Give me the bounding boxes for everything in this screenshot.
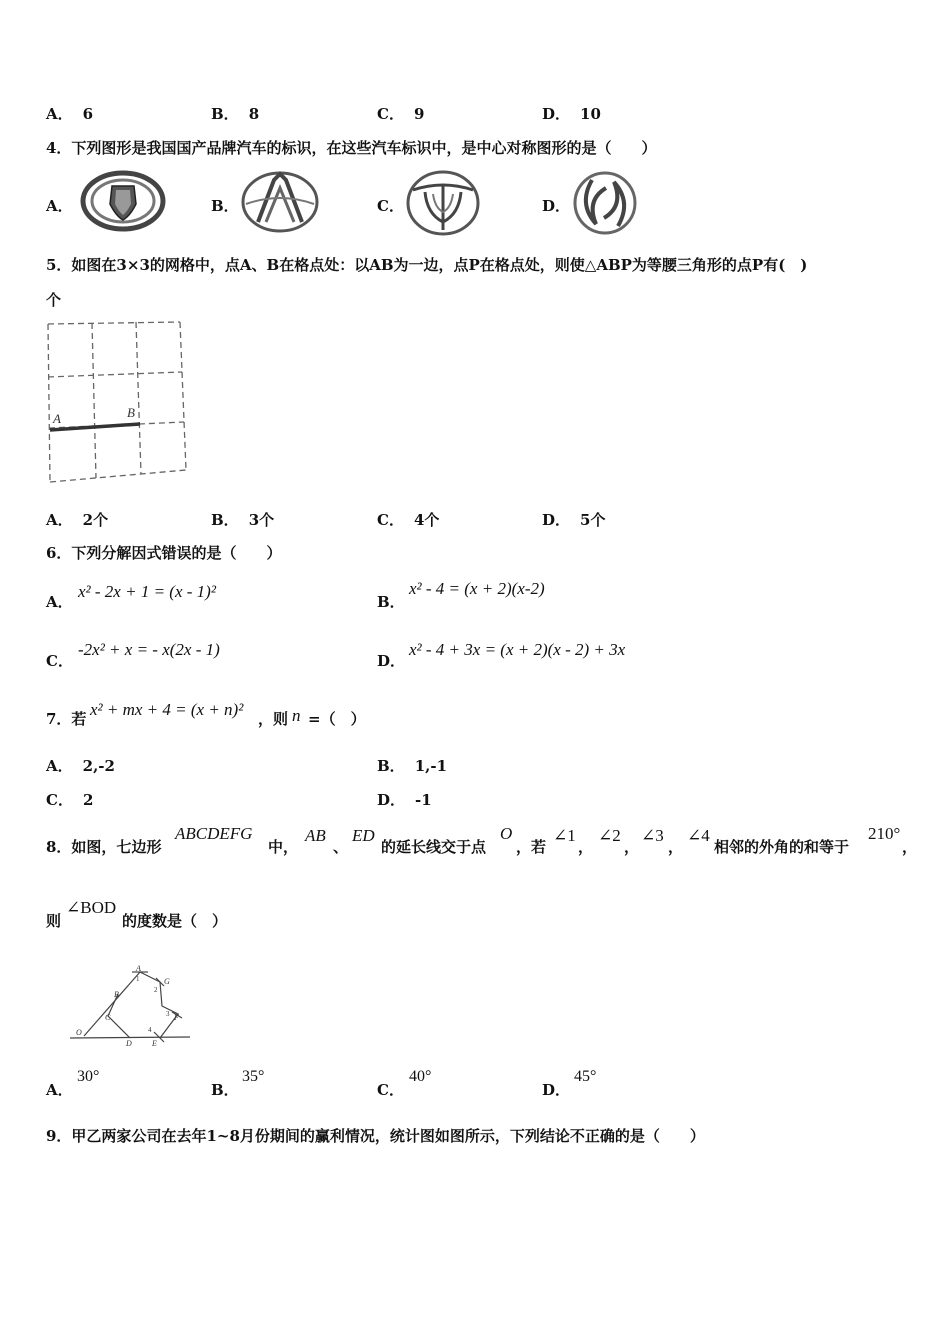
q6-option-c[interactable]: -2x² + x = - x(2x - 1) bbox=[78, 640, 220, 659]
q3-option-b[interactable]: B． 8 bbox=[211, 105, 260, 123]
q5-option-c[interactable]: C． 4个 bbox=[377, 511, 440, 529]
changan-logo-icon bbox=[240, 170, 320, 234]
q8-option-a[interactable]: 30° bbox=[77, 1068, 100, 1085]
q8-option-c-label: C． bbox=[377, 1081, 404, 1099]
q7-option-a[interactable]: A． 2,-2 bbox=[46, 757, 115, 775]
q8-option-a-label: A． bbox=[46, 1081, 73, 1099]
q7-var: n bbox=[292, 706, 301, 725]
q8-label-g: G bbox=[164, 977, 170, 986]
q8-heptagon-figure bbox=[70, 962, 195, 1050]
q8-option-c[interactable]: 40° bbox=[409, 1068, 432, 1085]
q8-text-5: ，若 bbox=[516, 838, 547, 856]
q6-option-b-label: B． bbox=[377, 593, 405, 611]
q8-text-10: ， bbox=[902, 838, 918, 856]
q8-math-angle1: ∠1 bbox=[553, 826, 576, 845]
q8-option-b-label: B． bbox=[211, 1081, 239, 1099]
q3-option-a[interactable]: A． 6 bbox=[46, 105, 94, 123]
q4-option-b[interactable]: B． bbox=[211, 197, 239, 215]
q8-text-6: ， bbox=[578, 838, 594, 856]
q7-option-c[interactable]: C． 2 bbox=[46, 791, 94, 809]
q6-option-a[interactable]: x² - 2x + 1 = (x - 1)² bbox=[78, 582, 216, 601]
q8-label-1: 1 bbox=[136, 975, 140, 983]
q8-option-d-label: D． bbox=[542, 1081, 571, 1099]
q8-math-ab: AB bbox=[305, 826, 326, 845]
q9-stem: 9．甲乙两家公司在去年1~8月份期间的赢利情况，统计图如图所示，下列结论不正确的是（ ） bbox=[46, 1127, 705, 1145]
q8-math-o: O bbox=[500, 824, 513, 843]
q7-then: ，则 bbox=[258, 710, 289, 728]
q8-label-o: O bbox=[76, 1028, 82, 1037]
q5-option-a[interactable]: A． 2个 bbox=[46, 511, 109, 529]
q8-label-d: D bbox=[126, 1039, 132, 1048]
great-wall-logo-icon bbox=[80, 170, 166, 232]
q5-option-b[interactable]: B． 3个 bbox=[211, 511, 275, 529]
q8-text-2: 中， bbox=[268, 838, 299, 856]
q8-label-f: F bbox=[174, 1013, 179, 1022]
q8-label-3: 3 bbox=[166, 1010, 170, 1018]
q4-option-d[interactable]: D． bbox=[542, 197, 571, 215]
q7-option-d[interactable]: D． -1 bbox=[377, 791, 432, 809]
q8-text-3: 、 bbox=[333, 838, 349, 856]
q5-grid-figure bbox=[44, 318, 189, 486]
q7-prefix: 7．若 bbox=[46, 710, 87, 728]
q8-label-2: 2 bbox=[154, 986, 158, 994]
q8-label-4: 4 bbox=[148, 1026, 152, 1034]
q8-line2-pre: 则 bbox=[46, 912, 62, 930]
q5-point-a-label: A bbox=[53, 411, 61, 426]
q6-option-c-label: C． bbox=[46, 652, 73, 670]
q6-option-d[interactable]: x² - 4 + 3x = (x + 2)(x - 2) + 3x bbox=[409, 640, 626, 659]
q8-option-b[interactable]: 35° bbox=[242, 1068, 265, 1085]
q3-option-c[interactable]: C． 9 bbox=[377, 105, 425, 123]
q4-option-c[interactable]: C． bbox=[377, 197, 404, 215]
q8-option-d[interactable]: 45° bbox=[574, 1068, 597, 1085]
q5-stem: 5．如图在3×3的网格中，点A、B在格点处：以AB为一边，点P在格点处，则使△ABP为等腰三角形的点P有( ) bbox=[46, 256, 808, 274]
q8-math-210: 210° bbox=[868, 824, 901, 843]
q8-text-7: ， bbox=[624, 838, 640, 856]
q4-option-a[interactable]: A． bbox=[46, 197, 73, 215]
q8-text-8: ， bbox=[668, 838, 684, 856]
q8-math-ed: ED bbox=[352, 826, 375, 845]
dongfeng-logo-icon bbox=[572, 170, 638, 236]
q5-point-b-label: B bbox=[127, 405, 135, 420]
brilliance-logo-icon bbox=[405, 170, 481, 236]
q8-text-9: 相邻的外角的和等于 bbox=[714, 838, 850, 856]
q8-label-b: B bbox=[114, 990, 119, 999]
q8-label-c: C bbox=[105, 1013, 111, 1022]
q3-option-d[interactable]: D． 10 bbox=[542, 105, 601, 123]
q4-stem: 4．下列图形是我国国产品牌汽车的标识，在这些汽车标识中，是中心对称图形的是（ ） bbox=[46, 139, 657, 157]
q8-line2-math: ∠BOD bbox=[66, 898, 117, 917]
q8-label-a: A bbox=[136, 964, 141, 973]
q8-text-4: 的延长线交于点 bbox=[381, 838, 487, 856]
q7-option-b[interactable]: B． 1,-1 bbox=[377, 757, 448, 775]
q7-suffix: =（ ） bbox=[308, 710, 366, 728]
q8-math-angle3: ∠3 bbox=[641, 826, 664, 845]
q8-text-1: 8．如图，七边形 bbox=[46, 838, 162, 856]
q6-option-d-label: D． bbox=[377, 652, 406, 670]
q5-stem-tail: 个 bbox=[46, 291, 62, 309]
q6-stem: 6．下列分解因式错误的是（ ） bbox=[46, 544, 282, 562]
q8-math-angle4: ∠4 bbox=[687, 826, 710, 845]
q8-label-e: E bbox=[152, 1039, 157, 1048]
q8-math-heptagon: ABCDEFG bbox=[175, 824, 253, 843]
q6-option-b[interactable]: x² - 4 = (x + 2)(x-2) bbox=[409, 579, 545, 598]
q8-math-angle2: ∠2 bbox=[598, 826, 621, 845]
q6-option-a-label: A． bbox=[46, 593, 73, 611]
q8-line2-post: 的度数是（ ） bbox=[122, 912, 228, 930]
q7-expr: x² + mx + 4 = (x + n)² bbox=[90, 700, 244, 719]
q5-option-d[interactable]: D． 5个 bbox=[542, 511, 606, 529]
